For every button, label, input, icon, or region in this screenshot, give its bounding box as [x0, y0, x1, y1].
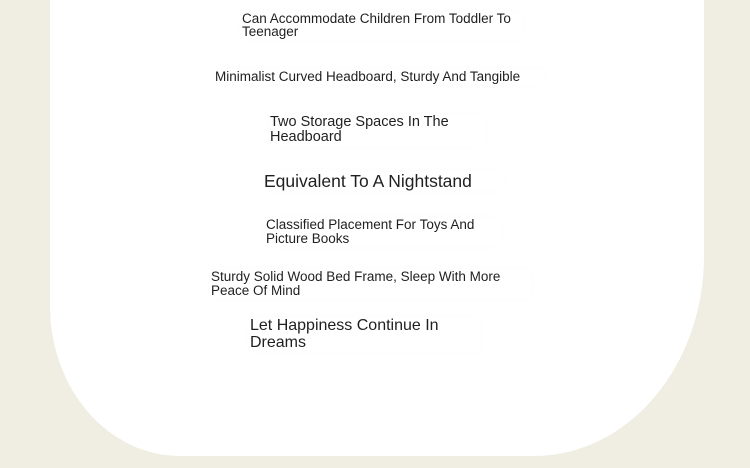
- feature-text-age-range: Can Accommodate Children From Toddler To Teenager: [242, 13, 522, 39]
- feature-text-toy-placement: Classified Placement For Toys And Picture Books: [266, 218, 501, 246]
- feature-text-curved-headboard: Minimalist Curved Headboard, Sturdy And Tangible: [215, 70, 545, 84]
- feature-text-storage-spaces: Two Storage Spaces In The Headboard: [270, 115, 485, 145]
- feature-text-solid-wood-frame: Sturdy Solid Wood Bed Frame, Sleep With More Peace Of Mind: [211, 270, 531, 298]
- feature-text-happiness-dreams: Let Happiness Continue In Dreams: [250, 318, 480, 352]
- feature-text-nightstand: Equivalent To A Nightstand: [264, 172, 504, 190]
